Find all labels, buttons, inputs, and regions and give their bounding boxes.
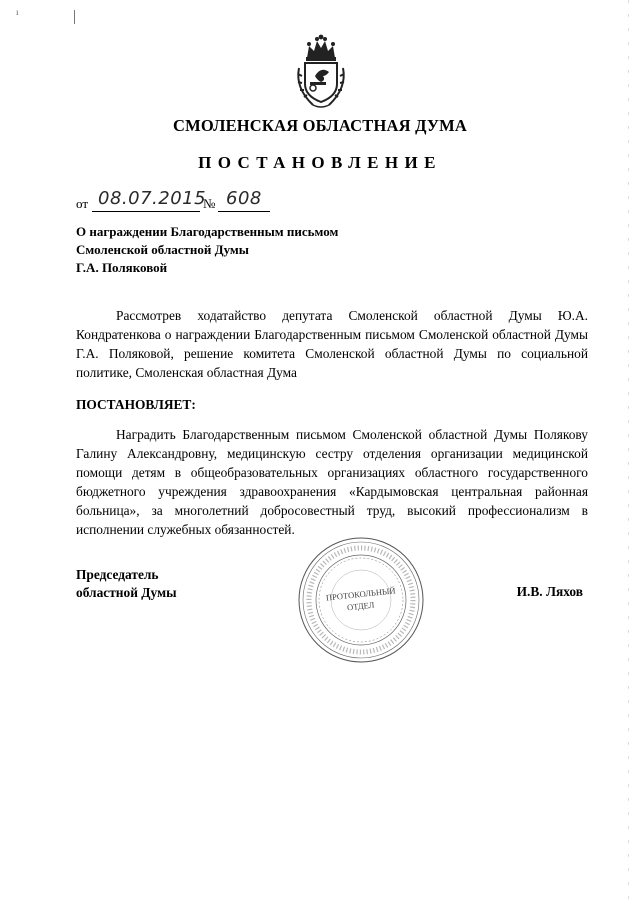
subject-line: Г.А. Поляковой: [76, 260, 168, 275]
number-value: 608: [226, 188, 262, 209]
official-seal-stamp: [296, 535, 426, 665]
resolution-paragraph: Наградить Благодарственным письмом Смоленской областной Думы Полякову Галину Александровну, медицинскую сестру отделения организации медицинской помощи детям в общеобразовательных организациях областного государственного бюджетного учреждения здравоохранения «Кардымовская центральная районная больница», за многолетний добросовестный труд, высокий профессионализм в исполнении служебных обязанностей.: [76, 427, 588, 537]
signatory-position: [76, 566, 177, 602]
date-label: от: [76, 196, 89, 211]
scan-mark: ı: [16, 7, 19, 17]
signatory-position-line: областной Думы: [76, 585, 177, 600]
document-type-title: ПОСТАНОВЛЕНИЕ: [198, 153, 442, 172]
subject-line: Смоленской областной Думы: [76, 242, 249, 257]
date-value: 08.07.2015: [98, 188, 207, 209]
date-underline: [92, 211, 200, 212]
number-underline: [218, 211, 270, 212]
stamp-text-line: ПРОТОКОЛЬНЫЙ: [325, 585, 396, 603]
coat-of-arms-emblem: [293, 32, 349, 110]
document-subject: [76, 223, 396, 277]
scan-tick: [74, 10, 75, 24]
signatory-position-line: Председатель: [76, 567, 159, 582]
organization-title: СМОЛЕНСКАЯ ОБЛАСТНАЯ ДУМА: [172, 116, 468, 135]
subject-line: О награждении Благодарственным письмом: [76, 224, 339, 239]
stamp-text-line: ОТДЕЛ: [346, 599, 375, 613]
resolves-heading: ПОСТАНОВЛЯЕТ:: [76, 397, 196, 412]
number-label: №: [203, 196, 216, 211]
preamble-paragraph: Рассмотрев ходатайство депутата Смоленской областной Думы Ю.А. Кондратенкова о награждении Благодарственным письмом Смоленской областной Думы Г.А. Поляковой, решение комитета Смоленской областной Думы по социальной политике, Смоленская областная Дума: [76, 308, 588, 380]
signatory-name: И.В. Ляхов: [516, 584, 583, 599]
